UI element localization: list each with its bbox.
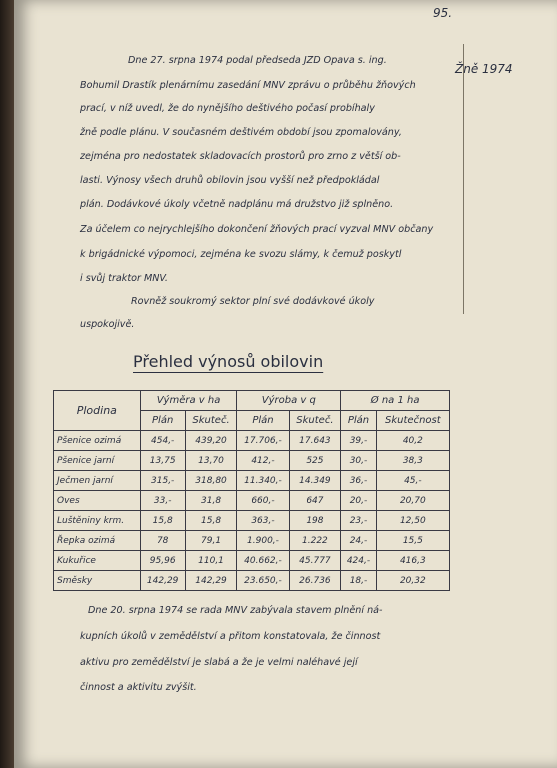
table-group-header-row [54, 391, 450, 411]
crop-name-cell: Řepka ozimá [54, 531, 141, 551]
table-row [54, 491, 450, 511]
value-cell: 31,8 [185, 491, 237, 511]
value-cell: 45.777 [289, 551, 341, 571]
value-cell: 15,5 [376, 531, 449, 551]
value-cell: 660,- [237, 491, 289, 511]
paragraph3-line: činnost a aktivitu zvýšit. [80, 682, 197, 693]
value-cell: 454,- [140, 431, 185, 451]
value-cell: 38,3 [376, 451, 449, 471]
value-cell: 39,- [341, 431, 376, 451]
value-cell: 20,32 [376, 571, 449, 591]
margin-note: Žně 1974 [455, 62, 513, 76]
value-cell: 26.736 [289, 571, 341, 591]
page-number: 95. [433, 6, 453, 20]
subheader-cell: Plán [237, 411, 289, 431]
subheader-cell: Skuteč. [185, 411, 237, 431]
value-cell: 17.643 [289, 431, 341, 451]
paragraph1-line: plán. Dodávkové úkoly včetně nadplánu má družstvo již splněno. [80, 199, 394, 210]
crop-name-cell: Oves [54, 491, 141, 511]
paragraph1-line: Dne 27. srpna 1974 podal předseda JZD Opava s. ing. [128, 55, 387, 66]
notebook-page [14, 0, 557, 768]
crop-name-cell: Ječmen jarní [54, 471, 141, 491]
crop-name-cell: Pšenice jarní [54, 451, 141, 471]
value-cell: 24,- [341, 531, 376, 551]
value-cell: 15,8 [140, 511, 185, 531]
subheader-cell: Plán [341, 411, 376, 431]
value-cell: 45,- [376, 471, 449, 491]
paragraph2-line: Rovněž soukromý sektor plní své dodávkové úkoly [131, 296, 375, 307]
paragraph1-line: zejména pro nedostatek skladovacích prostorů pro zrno z větší ob- [80, 151, 401, 162]
paragraph1-line: k brigádnické výpomoci, zejména ke svozu slámy, k čemuž poskytl [80, 249, 402, 260]
value-cell: 12,50 [376, 511, 449, 531]
paragraph1-line: Bohumil Drastík plenárnímu zasedání MNV zprávu o průběhu žňových [80, 80, 416, 91]
value-cell: 142,29 [140, 571, 185, 591]
value-cell: 412,- [237, 451, 289, 471]
table-row [54, 531, 450, 551]
value-cell: 416,3 [376, 551, 449, 571]
value-cell: 40,2 [376, 431, 449, 451]
crop-name-cell: Směsky [54, 571, 141, 591]
paragraph3-line: aktivu pro zemědělství je slabá a že je velmi naléhavé její [80, 657, 358, 668]
value-cell: 14.349 [289, 471, 341, 491]
table-row [54, 551, 450, 571]
table-row [54, 511, 450, 531]
paragraph3-line: kupních úkolů v zemědělství a přitom konstatovala, že činnost [80, 631, 381, 642]
crop-name-cell: Luštěniny krm. [54, 511, 141, 531]
table-title: Přehled výnosů obilovin [133, 352, 324, 371]
value-cell: 30,- [341, 451, 376, 471]
paragraph1-line: i svůj traktor MNV. [80, 273, 168, 284]
paragraph1-line: lasti. Výnosy všech druhů obilovin jsou vyšší než předpokládal [80, 175, 380, 186]
subheader-cell: Plán [140, 411, 185, 431]
value-cell: 23,- [341, 511, 376, 531]
margin-rule [463, 44, 464, 314]
value-cell: 1.222 [289, 531, 341, 551]
header-vymera: Výměra v ha [140, 391, 237, 411]
value-cell: 363,- [237, 511, 289, 531]
table-body [54, 431, 450, 591]
value-cell: 18,- [341, 571, 376, 591]
value-cell: 20,- [341, 491, 376, 511]
value-cell: 23.650,- [237, 571, 289, 591]
yield-table [53, 390, 450, 591]
value-cell: 11.340,- [237, 471, 289, 491]
table-row [54, 571, 450, 591]
crop-name-cell: Kukuřice [54, 551, 141, 571]
value-cell: 36,- [341, 471, 376, 491]
value-cell: 79,1 [185, 531, 237, 551]
table-row [54, 451, 450, 471]
value-cell: 20,70 [376, 491, 449, 511]
value-cell: 13,75 [140, 451, 185, 471]
subheader-cell: Skutečnost [376, 411, 449, 431]
header-vyroba: Výroba v q [237, 391, 341, 411]
value-cell: 17.706,- [237, 431, 289, 451]
value-cell: 110,1 [185, 551, 237, 571]
value-cell: 15,8 [185, 511, 237, 531]
paragraph3-line: Dne 20. srpna 1974 se rada MNV zabývala stavem plnění ná- [88, 605, 383, 616]
value-cell: 198 [289, 511, 341, 531]
paragraph1-line: Za účelem co nejrychlejšího dokončení žňových prací vyzval MNV občany [80, 224, 434, 235]
value-cell: 315,- [140, 471, 185, 491]
value-cell: 439,20 [185, 431, 237, 451]
value-cell: 424,- [341, 551, 376, 571]
table-row [54, 431, 450, 451]
subheader-cell: Skuteč. [289, 411, 341, 431]
value-cell: 318,80 [185, 471, 237, 491]
header-prumer: Ø na 1 ha [341, 391, 450, 411]
value-cell: 40.662,- [237, 551, 289, 571]
book-spine [0, 0, 14, 768]
value-cell: 78 [140, 531, 185, 551]
table-row [54, 471, 450, 491]
value-cell: 33,- [140, 491, 185, 511]
header-plodina: Plodina [54, 391, 141, 431]
value-cell: 525 [289, 451, 341, 471]
paragraph1-line: žně podle plánu. V současném deštivém období jsou zpomalovány, [80, 127, 402, 138]
value-cell: 95,96 [140, 551, 185, 571]
crop-name-cell: Pšenice ozimá [54, 431, 141, 451]
paragraph2-line: uspokojivě. [80, 319, 135, 330]
value-cell: 13,70 [185, 451, 237, 471]
value-cell: 1.900,- [237, 531, 289, 551]
value-cell: 647 [289, 491, 341, 511]
paragraph1-line: prací, v níž uvedl, že do nynějšího deštivého počasí probíhaly [80, 103, 375, 114]
value-cell: 142,29 [185, 571, 237, 591]
